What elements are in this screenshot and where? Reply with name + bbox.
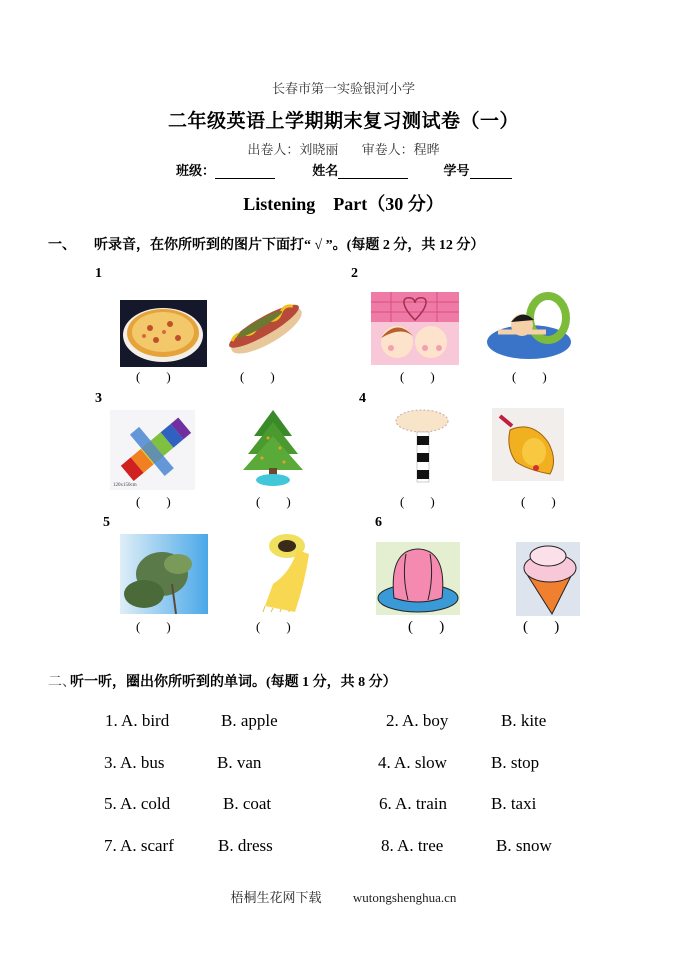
student-id-field[interactable] — [470, 166, 512, 179]
answer-blank[interactable]: ( ) — [523, 619, 560, 635]
word-option[interactable]: 4. A. slow — [378, 753, 447, 772]
section1-instruction: 听录音，在你所听到的图片下面打“ √ ”。(每题 2 分，共 12 分） — [94, 238, 485, 253]
section1-number: 一、 — [48, 238, 76, 253]
part-title: Listening Part（30 分） — [243, 194, 444, 214]
bell-picture — [492, 408, 564, 481]
swimming-boy-picture — [484, 292, 574, 362]
windy-tree-picture — [120, 534, 208, 614]
section2-heading — [48, 671, 397, 691]
school-name: 长春市第一实验银河小学 — [271, 81, 415, 96]
svg-text:120x150cm: 120x150cm — [113, 483, 137, 488]
name-field[interactable] — [338, 166, 408, 179]
answer-blank[interactable]: ( ) — [136, 619, 171, 634]
word-option[interactable]: B. apple — [221, 711, 278, 730]
ice-cream-picture — [516, 542, 580, 616]
question-number: 3 — [95, 391, 102, 406]
answer-blank[interactable]: ( ) — [256, 494, 291, 509]
scarf-picture — [255, 532, 315, 612]
question-number: 4 — [359, 391, 366, 406]
word-option[interactable]: 3. A. bus — [104, 753, 165, 772]
pizza-picture — [120, 300, 207, 367]
id-label: 学号 — [443, 163, 470, 178]
question-number: 5 — [103, 515, 110, 530]
answer-blank[interactable]: ( ) — [400, 494, 435, 509]
question-number: 1 — [95, 266, 102, 281]
answer-blank[interactable]: ( ) — [400, 369, 435, 384]
answer-blank[interactable]: ( ) — [512, 369, 547, 384]
word-option[interactable]: 5. A. cold — [104, 794, 171, 813]
kite-picture — [110, 410, 195, 490]
answer-blank[interactable]: ( ) — [521, 494, 556, 509]
page-title: 二年级英语上学期期末复习测试卷（一） — [167, 111, 519, 132]
word-option[interactable]: 8. A. tree — [381, 836, 444, 855]
word-option[interactable]: 1. A. bird — [105, 711, 170, 730]
section2-number: 二、 — [48, 675, 76, 690]
jelly-picture — [376, 542, 460, 615]
answer-blank[interactable]: ( ) — [240, 369, 275, 384]
name-label: 姓名 — [312, 163, 339, 178]
question-number: 6 — [375, 515, 382, 530]
authors-line — [0, 139, 687, 158]
word-option[interactable]: 7. A. scarf — [104, 836, 174, 855]
word-option[interactable]: 6. A. train — [379, 794, 447, 813]
word-option[interactable]: B. coat — [223, 794, 272, 813]
sleeping-children-picture — [371, 292, 459, 365]
class-field[interactable] — [215, 166, 275, 179]
word-option[interactable]: 2. A. boy — [386, 711, 449, 730]
answer-blank[interactable]: ( ) — [408, 619, 445, 635]
author: 出卷人：刘晓丽 — [247, 142, 339, 157]
question-number: 2 — [351, 266, 358, 281]
class-label: 班级： — [176, 163, 216, 178]
word-option[interactable]: B. dress — [218, 836, 273, 855]
christmas-tree-picture — [240, 408, 306, 488]
hotdog-picture — [222, 293, 308, 363]
footer-site-name: 梧桐生花网下载 — [230, 890, 322, 905]
student-info — [176, 160, 512, 179]
lollipop-picture — [392, 408, 452, 484]
footer — [0, 887, 687, 906]
answer-blank[interactable]: ( ) — [136, 494, 171, 509]
word-option[interactable]: B. snow — [496, 836, 552, 855]
answer-blank[interactable]: ( ) — [256, 619, 291, 634]
footer-site-url[interactable]: wutongshenghua.cn — [352, 890, 457, 905]
word-option[interactable]: B. taxi — [491, 794, 537, 813]
word-option[interactable]: B. stop — [491, 753, 540, 772]
section1-heading — [48, 234, 484, 254]
reviewer: 审卷人：程晔 — [361, 142, 440, 157]
word-option[interactable]: B. kite — [501, 711, 547, 730]
section2-instruction: 听一听，圈出你所听到的单词。(每题 1 分，共 8 分） — [70, 675, 397, 690]
word-option[interactable]: B. van — [217, 753, 262, 772]
answer-blank[interactable]: ( ) — [136, 369, 171, 384]
